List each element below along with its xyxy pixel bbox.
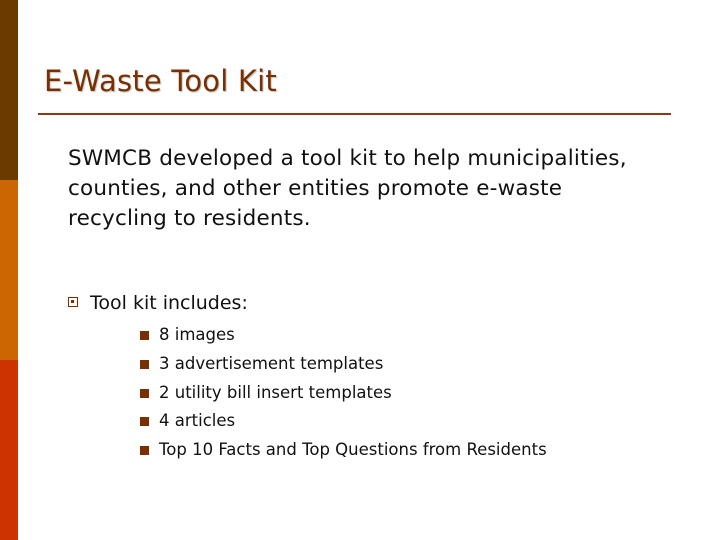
list-item	[140, 407, 547, 436]
square-bullet-icon	[140, 389, 149, 398]
list-item	[140, 379, 547, 408]
side-accent-bar-bottom	[0, 360, 18, 540]
list-item	[140, 350, 547, 379]
tool-kit-sub-list	[140, 321, 547, 465]
square-bullet-icon	[140, 446, 149, 455]
list-item-text: 8 images	[159, 325, 235, 344]
list-item-text: 4 articles	[159, 411, 236, 431]
side-accent-bar-top	[0, 0, 18, 180]
list-item-text: 3 advertisement templates	[159, 353, 384, 373]
square-bullet-icon	[140, 331, 149, 340]
list-item	[140, 321, 547, 350]
square-bullet-icon	[140, 360, 149, 369]
tool-kit-heading: Tool kit includes:	[90, 292, 248, 314]
main-bullet-list	[68, 290, 248, 316]
side-accent-bar-middle	[0, 180, 18, 360]
list-item	[140, 436, 547, 465]
title-underline	[38, 113, 671, 115]
list-item-text: 2 utility bill insert templates	[159, 382, 392, 402]
slide-title: E-Waste Tool Kit	[44, 64, 277, 98]
list-item-text: Top 10 Facts and Top Questions from Residents	[159, 440, 547, 460]
box-bullet-icon	[68, 297, 78, 307]
square-bullet-icon	[140, 417, 149, 426]
intro-text: SWMCB developed a tool kit to help municipalities, counties, and other entities promote e-waste recycling to residents.	[68, 146, 627, 231]
list-item-tool-kit	[68, 290, 248, 316]
